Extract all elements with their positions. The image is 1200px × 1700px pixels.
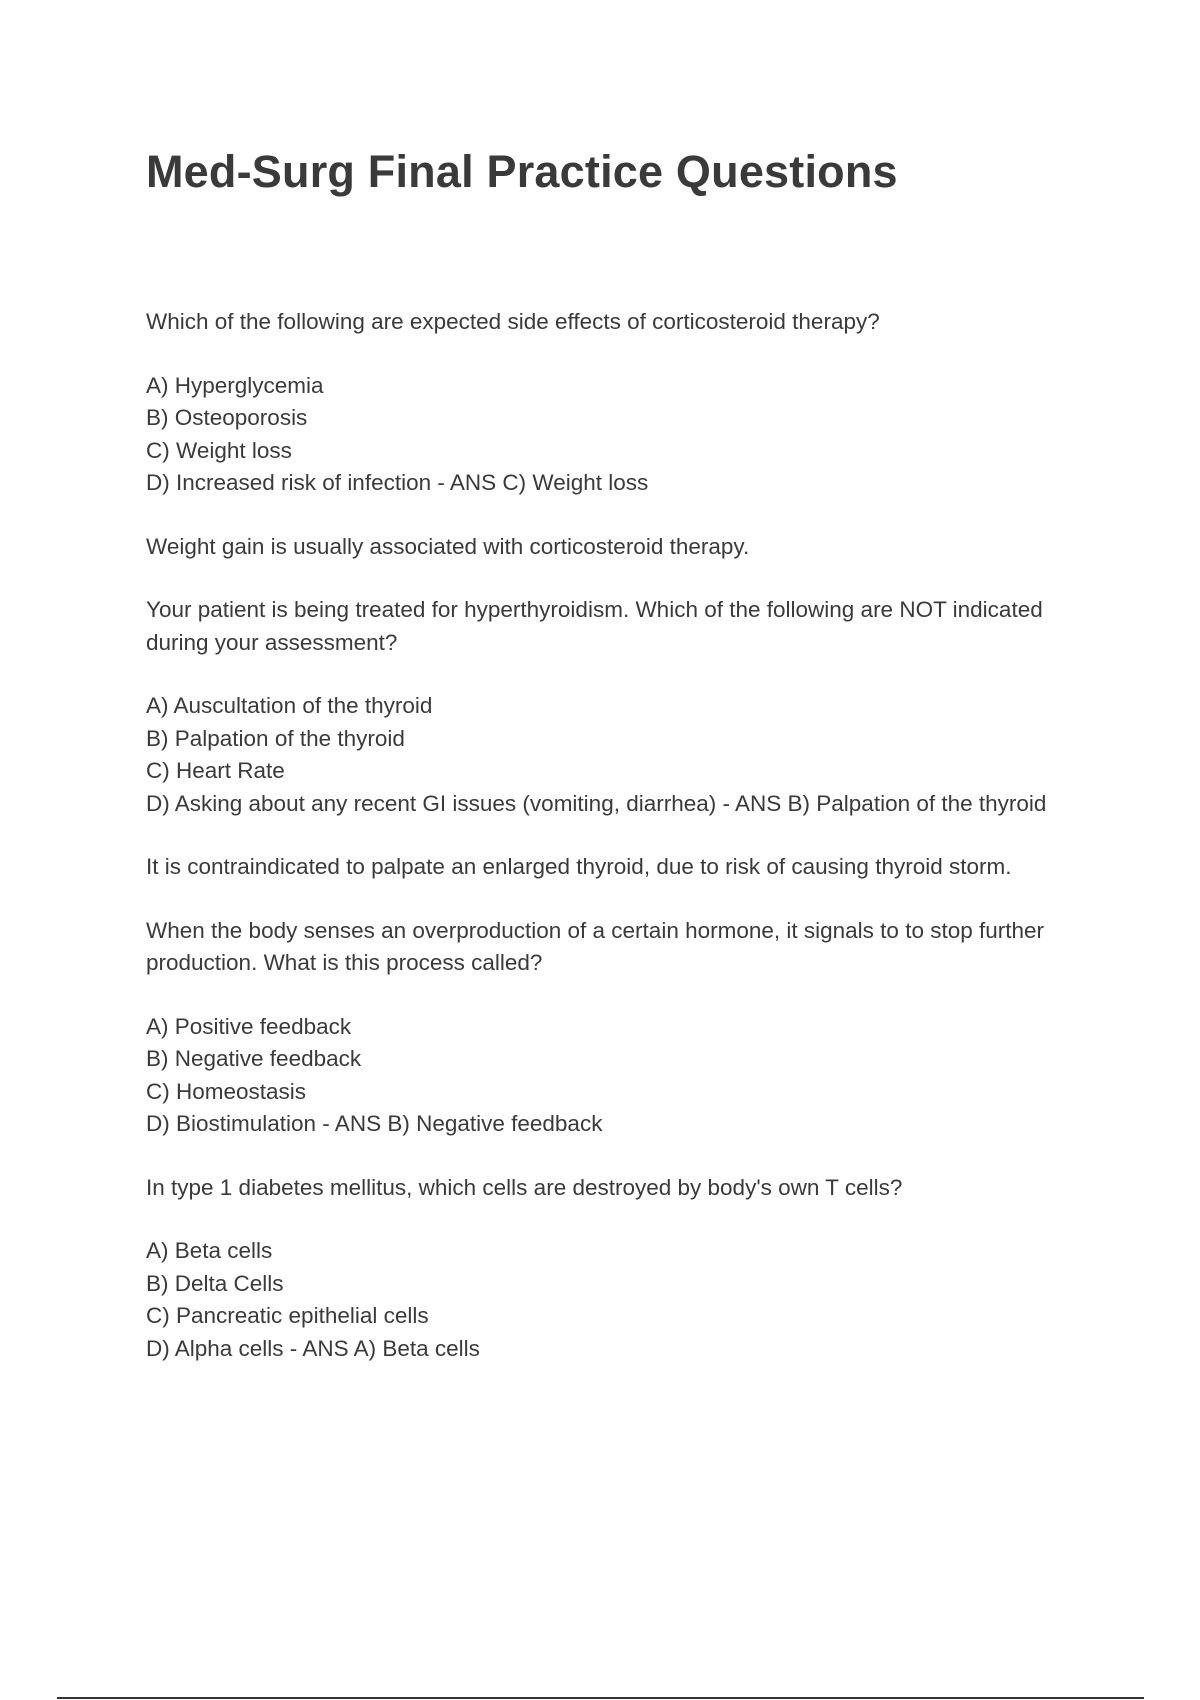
- option-a: A) Positive feedback: [146, 1013, 352, 1039]
- answer-options: [146, 1011, 1086, 1141]
- question-text: Which of the following are expected side effects of corticosteroid therapy?: [146, 309, 880, 334]
- option-c: C) Pancreatic epithelial cells: [146, 1303, 429, 1328]
- option-b: B) Delta Cells: [146, 1270, 284, 1296]
- option-a: A) Hyperglycemia: [146, 372, 324, 398]
- option-a: A) Auscultation of the thyroid: [146, 693, 433, 718]
- option-c: C) Heart Rate: [146, 758, 285, 783]
- option-c: C) Homeostasis: [146, 1078, 307, 1104]
- question-block: [146, 1172, 1086, 1366]
- option-a: A) Beta cells: [146, 1238, 273, 1263]
- question-block: [146, 306, 1086, 563]
- question-block: [146, 915, 1086, 1141]
- document-title: Med-Surg Final Practice Questions: [146, 146, 898, 197]
- answer-explanation: Weight gain is usually associated with corticosteroid therapy.: [146, 533, 750, 559]
- question-list: [146, 306, 1086, 1365]
- question-text: When the body senses an overproduction of a certain hormone, it signals to to stop further production. What is this process called?: [146, 917, 1045, 975]
- option-b: B) Negative feedback: [146, 1046, 362, 1071]
- option-d-with-answer: D) Asking about any recent GI issues (vomiting, diarrhea) - ANS B) Palpation of the thyroid: [146, 790, 1047, 816]
- answer-options: [146, 370, 1086, 500]
- document-page: [146, 140, 1086, 1396]
- answer-options: [146, 1235, 1086, 1365]
- option-b: B) Osteoporosis: [146, 405, 308, 430]
- option-c: C) Weight loss: [146, 437, 292, 463]
- answer-options: [146, 690, 1086, 820]
- option-b: B) Palpation of the thyroid: [146, 725, 405, 751]
- option-d-with-answer: D) Biostimulation - ANS B) Negative feedback: [146, 1111, 603, 1136]
- question-text: Your patient is being treated for hyperthyroidism. Which of the following are NOT indicated during your assessment?: [146, 597, 1043, 655]
- question-text: In type 1 diabetes mellitus, which cells are destroyed by body's own T cells?: [146, 1174, 903, 1200]
- option-d-with-answer: D) Increased risk of infection - ANS C) Weight loss: [146, 470, 649, 495]
- question-block: [146, 594, 1086, 884]
- answer-explanation: It is contraindicated to palpate an enlarged thyroid, due to risk of causing thyroid storm.: [146, 854, 1012, 879]
- option-d-with-answer: D) Alpha cells - ANS A) Beta cells: [146, 1335, 480, 1361]
- footer-divider: [57, 1697, 1144, 1699]
